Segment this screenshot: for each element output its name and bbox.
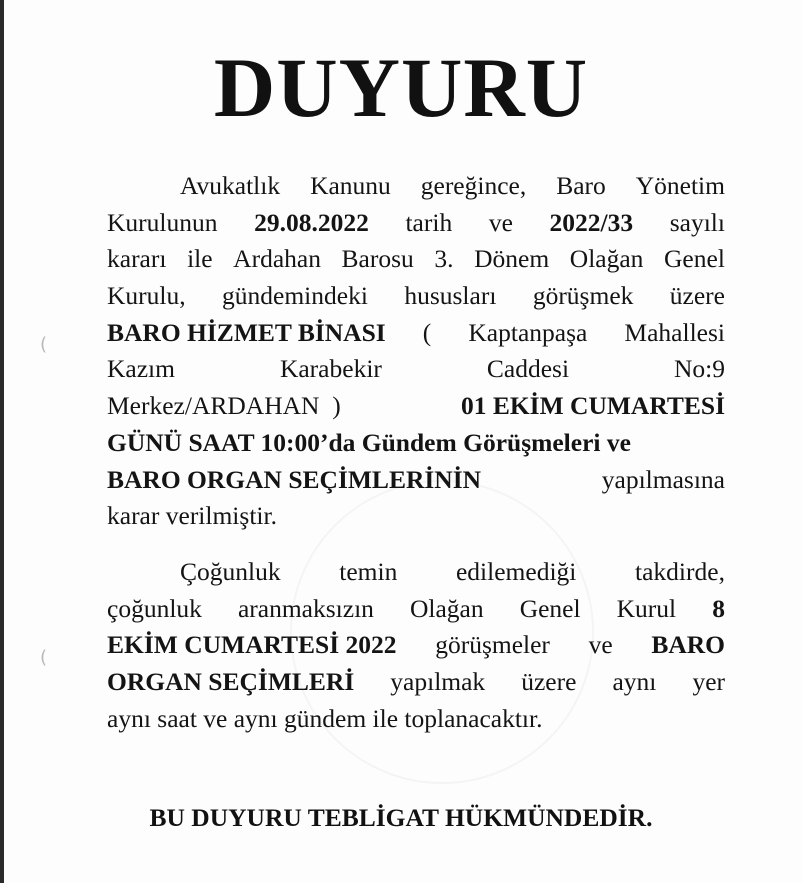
text-line xyxy=(107,425,725,462)
text-segment: ve xyxy=(488,207,513,237)
text-line xyxy=(107,664,725,701)
text-segment: Çoğunluk xyxy=(180,557,281,586)
text-segment: Kurulunun xyxy=(107,207,218,237)
bold-text-segment: 8 xyxy=(712,593,725,623)
text-segment: Barosu xyxy=(341,244,414,274)
text-segment: Olağan xyxy=(409,593,484,623)
text-segment: gündemindeki xyxy=(222,281,368,311)
bold-text-segment: 01 EKİM CUMARTESİ xyxy=(460,391,725,421)
text-segment: Mahallesi xyxy=(624,317,725,347)
text-segment: yapılmasına xyxy=(601,464,725,494)
text-line xyxy=(107,278,725,315)
punch-hole-mark: ( xyxy=(40,334,48,355)
text-segment: takdirde, xyxy=(635,557,725,586)
text-segment: Avukatlık xyxy=(180,171,281,200)
text-segment: üzere xyxy=(521,667,577,697)
announcement-paragraph-2 xyxy=(107,554,725,737)
text-segment: gereğince, xyxy=(420,171,527,200)
bold-text-segment: BARO ORGAN SEÇİMLERİNİN xyxy=(107,464,482,494)
text-segment: karar verilmiştir. xyxy=(107,501,277,531)
text-line xyxy=(107,315,725,352)
text-segment: yapılmak xyxy=(390,667,486,697)
text-segment: üzere xyxy=(669,281,725,311)
text-segment: ile xyxy=(187,244,213,274)
text-segment: temin xyxy=(339,557,398,586)
text-segment: Dönem xyxy=(474,244,550,274)
announcement-footer: BU DUYURU TEBLİGAT HÜKMÜNDEDİR. xyxy=(149,803,653,832)
text-segment: kararı xyxy=(107,244,167,274)
text-segment: Kaptanpaşa xyxy=(468,317,588,347)
text-line xyxy=(107,241,725,278)
text-segment: ( xyxy=(422,317,432,347)
text-segment: Kazım xyxy=(107,354,175,384)
text-line xyxy=(107,627,725,664)
bold-text-segment: EKİM CUMARTESİ 2022 xyxy=(107,630,397,660)
bold-text-segment: BARO HİZMET BİNASI xyxy=(107,317,386,347)
text-segment: Caddesi xyxy=(486,354,570,384)
text-segment: Kurulu, xyxy=(107,281,186,311)
text-segment: No:9 xyxy=(674,354,725,384)
text-line xyxy=(107,388,725,425)
text-line xyxy=(107,701,725,738)
text-segment: Yönetim xyxy=(635,171,725,200)
text-line xyxy=(107,351,725,388)
text-line xyxy=(107,205,725,242)
text-segment: Baro xyxy=(556,171,606,200)
text-segment: çoğunluk xyxy=(107,593,202,623)
text-segment: 3. xyxy=(434,244,454,274)
announcement-paragraph-1 xyxy=(107,168,725,535)
text-segment: aynı saat ve aynı gündem ile toplanacaktır. xyxy=(107,703,543,733)
text-segment: görüşmeler xyxy=(435,630,550,660)
text-segment: tarih xyxy=(405,207,453,237)
text-segment: Genel xyxy=(664,244,725,274)
text-segment: aynı xyxy=(612,667,657,697)
punch-hole-mark: ( xyxy=(40,647,48,668)
text-segment: Olağan xyxy=(569,244,644,274)
text-segment: görüşmek xyxy=(532,281,634,311)
text-segment: edilemediği xyxy=(455,557,577,586)
bold-text-segment: 2022/33 xyxy=(549,207,634,237)
text-line xyxy=(107,554,725,591)
bold-text-segment: GÜNÜ SAAT 10:00’da Gündem Görüşmeleri ve xyxy=(107,427,631,457)
text-segment: sayılı xyxy=(669,207,725,237)
text-line xyxy=(107,168,725,205)
text-line xyxy=(107,498,725,535)
text-segment: Merkez/ARDAHAN ) xyxy=(107,391,341,421)
text-segment: ve xyxy=(588,630,613,660)
announcement-title: DUYURU xyxy=(213,41,589,135)
bold-text-segment: ORGAN SEÇİMLERİ xyxy=(107,667,355,697)
text-segment: aranmaksızın xyxy=(237,593,374,623)
text-line xyxy=(107,591,725,628)
text-segment: hususları xyxy=(404,281,497,311)
text-segment: Genel xyxy=(519,593,581,623)
text-segment: Karabekir xyxy=(279,354,382,384)
text-line xyxy=(107,462,725,499)
bold-text-segment: BARO xyxy=(651,630,725,660)
text-segment: Kanunu xyxy=(310,171,391,200)
text-segment: Ardahan xyxy=(233,244,321,274)
text-segment: yer xyxy=(692,667,725,697)
bold-text-segment: 29.08.2022 xyxy=(254,207,369,237)
text-segment: Kurul xyxy=(616,593,677,623)
